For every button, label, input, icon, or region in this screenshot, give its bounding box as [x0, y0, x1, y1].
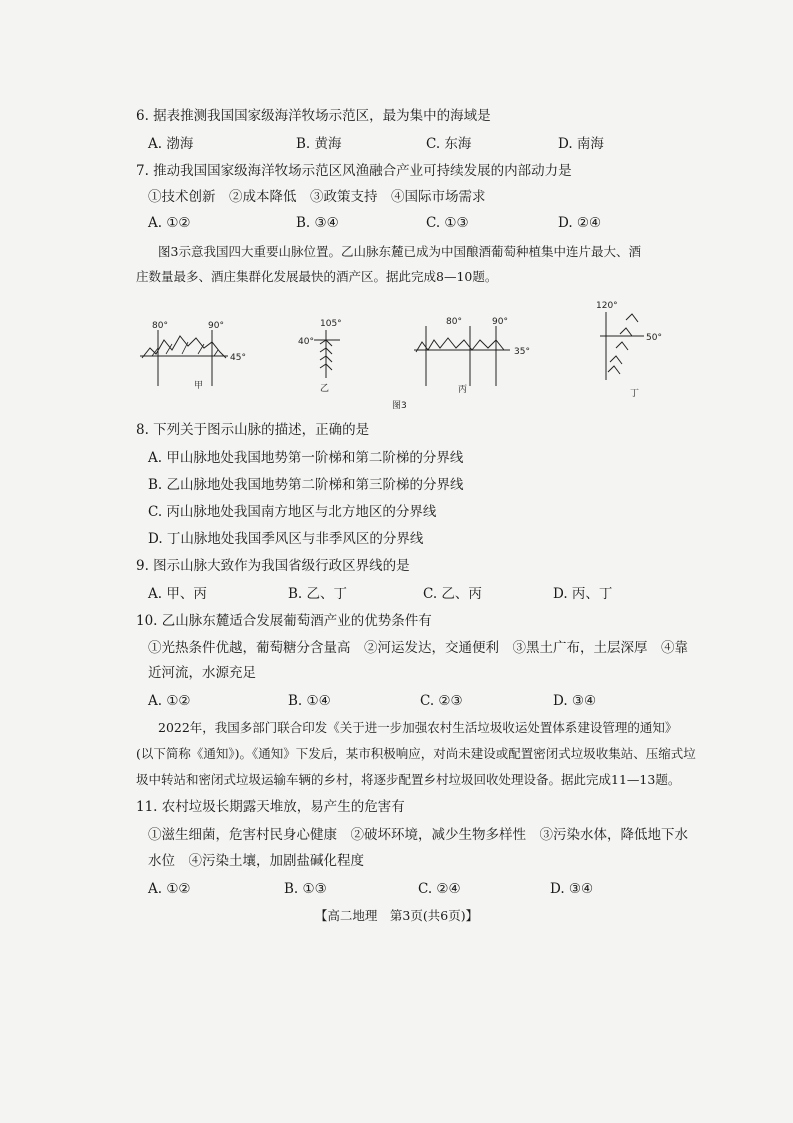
bing-label: 丙: [458, 385, 468, 395]
q8-option-a: A. 甲山脉地处我国地势第一阶梯和第二阶梯的分界线: [148, 450, 464, 466]
q7-option-c: C. ①③: [426, 215, 469, 231]
q6-option-d: D. 南海: [558, 136, 604, 152]
passage1-line1: 图3示意我国四大重要山脉位置。乙山脉东麓已成为中国酿酒葡萄种植集中连片最大、酒: [158, 244, 641, 259]
bing-lat: 35°: [514, 347, 530, 357]
q7-items: ①技术创新 ②成本降低 ③政策支持 ④国际市场需求: [148, 189, 486, 205]
q11-option-c: C. ②④: [418, 881, 461, 897]
yi-lat: 40°: [298, 337, 314, 347]
jia-lon2: 90°: [208, 321, 224, 331]
mountain-bing: [414, 317, 530, 395]
q11-stem: 11. 农村垃圾长期露天堆放，易产生的危害有: [136, 799, 405, 815]
q11-option-d: D. ③④: [550, 881, 594, 897]
q10-stem: 10. 乙山脉东麓适合发展葡萄酒产业的优势条件有: [136, 613, 432, 629]
q11-option-a: A. ①②: [148, 881, 191, 897]
ding-lat: 50°: [646, 333, 662, 343]
q10-option-a: A. ①②: [148, 693, 191, 709]
q7-option-d: D. ②④: [558, 215, 602, 231]
q6-stem: 6. 据表推测我国国家级海洋牧场示范区，最为集中的海域是: [136, 108, 491, 124]
q6-option-a: A. 渤海: [148, 136, 194, 152]
q11-option-b: B. ①③: [284, 881, 327, 897]
q11-items-line1: ①滋生细菌，危害村民身心健康 ②破坏环境，减少生物多样性 ③污染水体，降低地下水: [148, 827, 688, 843]
q6-option-c: C. 东海: [426, 136, 472, 152]
q8-option-c: C. 丙山脉地处我国南方地区与北方地区的分界线: [148, 504, 437, 520]
q9-option-c: C. 乙、丙: [423, 586, 482, 602]
q9-option-d: D. 丙、丁: [553, 586, 613, 602]
q7-option-a: A. ①②: [148, 215, 191, 231]
q10-option-d: D. ③④: [553, 693, 597, 709]
q8-option-d: D. 丁山脉地处我国季风区与非季风区的分界线: [148, 531, 424, 547]
mountain-ding: [596, 301, 662, 399]
q10-items-line2: 近河流，水源充足: [148, 665, 256, 681]
figure-3: [130, 296, 670, 414]
q8-option-b: B. 乙山脉地处我国地势第二阶梯和第三阶梯的分界线: [148, 477, 464, 493]
passage1-line2: 庄数量最多、酒庄集群化发展最快的酒产区。据此完成8—10题。: [136, 269, 498, 284]
mountain-jia: [140, 321, 246, 391]
bing-lon2: 90°: [492, 317, 508, 327]
mountain-yi: [298, 319, 342, 394]
q11-items-line2: 水位 ④污染土壤，加剧盐碱化程度: [148, 853, 364, 869]
ding-label: 丁: [630, 389, 640, 399]
passage2-line2: (以下简称《通知》)。《通知》下发后，某市积极响应，对尚未建设或配置密闭式垃圾收集站、压缩式垃: [136, 746, 696, 761]
q9-option-a: A. 甲、丙: [148, 586, 207, 602]
q8-stem: 8. 下列关于图示山脉的描述，正确的是: [136, 422, 370, 438]
q9-option-b: B. 乙、丁: [288, 586, 348, 602]
ding-lon: 120°: [596, 301, 618, 311]
passage2-line1: 2022年，我国多部门联合印发《关于进一步加强农村生活垃圾收运处置体系建设管理的通知》: [158, 720, 678, 735]
jia-lat: 45°: [230, 353, 246, 363]
q10-option-b: B. ①④: [288, 693, 331, 709]
q7-option-b: B. ③④: [296, 215, 339, 231]
q6-option-b: B. 黄海: [296, 136, 342, 152]
page-footer: 【高二地理 第3页(共6页)】: [314, 908, 479, 923]
jia-label: 甲: [194, 381, 204, 391]
bing-lon1: 80°: [446, 317, 462, 327]
q10-items-line1: ①光热条件优越，葡萄糖分含量高 ②河运发达，交通便利 ③黑土广布，土层深厚 ④靠: [148, 640, 688, 656]
jia-lon1: 80°: [152, 321, 168, 331]
q10-option-c: C. ②③: [420, 693, 463, 709]
passage2-line3: 圾中转站和密闭式垃圾运输车辆的乡村，将逐步配置乡村垃圾回收处理设备。据此完成11—13题。: [136, 772, 681, 787]
yi-lon: 105°: [320, 319, 342, 329]
q7-stem: 7. 推动我国国家级海洋牧场示范区风渔融合产业可持续发展的内部动力是: [136, 163, 572, 179]
q9-stem: 9. 图示山脉大致作为我国省级行政区界线的是: [136, 558, 410, 574]
yi-label: 乙: [320, 384, 330, 394]
figure-caption: 图3: [392, 401, 407, 411]
